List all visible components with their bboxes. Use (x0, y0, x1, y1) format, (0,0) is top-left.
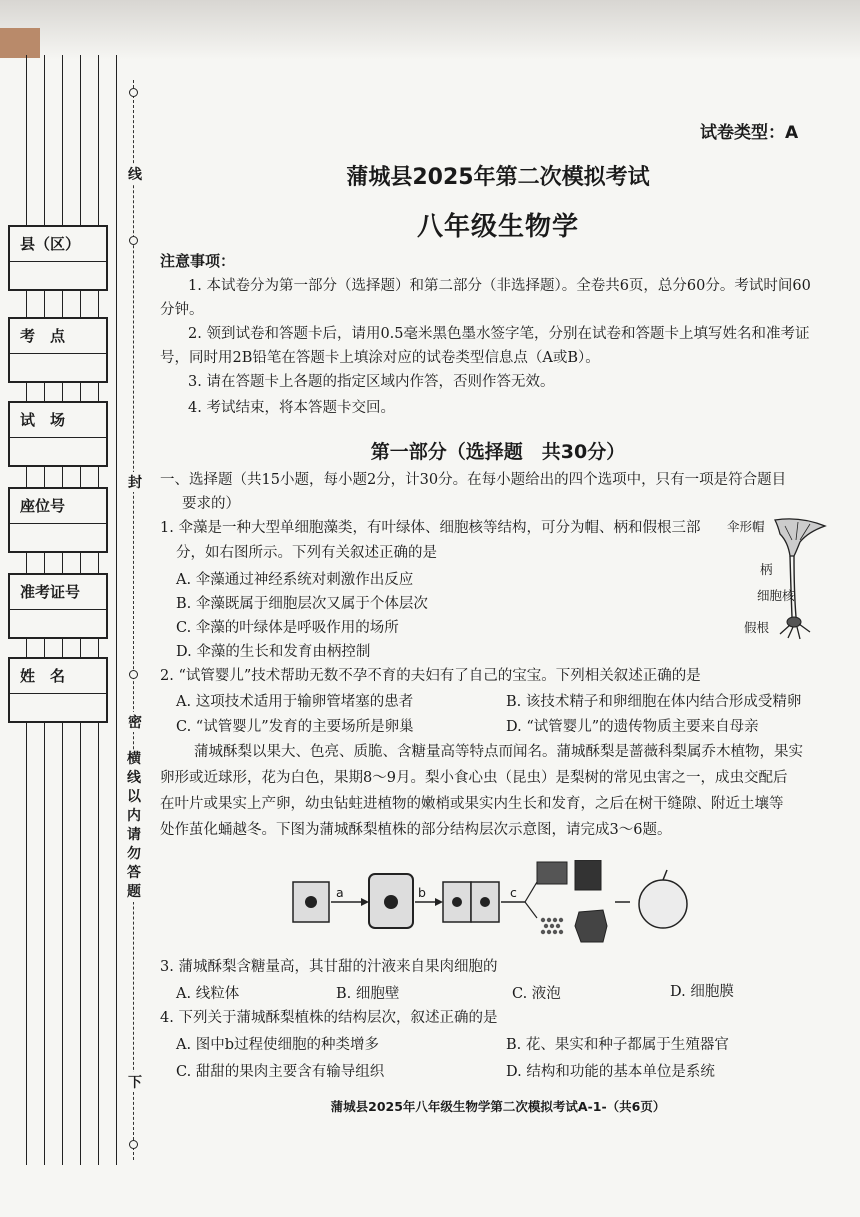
warning-char: 请 (127, 827, 141, 843)
tissue-shape (575, 910, 607, 942)
branch-line (525, 902, 537, 918)
field-label: 县（区） (20, 235, 81, 253)
paper-type: 试卷类型：A (700, 123, 799, 143)
section-title: 第一部分（选择题 共30分） (370, 441, 626, 463)
q1-option-a[interactable]: A. 伞藻通过神经系统对刺激作出反应 (176, 572, 414, 588)
arrowhead (435, 898, 443, 906)
q1-option-b[interactable]: B. 伞藻既属于细胞层次又属于个体层次 (176, 596, 428, 612)
cut-char-below: 下 (128, 1072, 142, 1092)
field-exam-room[interactable] (8, 401, 108, 467)
tissue-dots (541, 918, 563, 934)
pear-fruit-shape (639, 880, 687, 928)
warning-char: 答 (127, 865, 141, 881)
section-intro-cont: 要求的） (182, 496, 240, 512)
label-cap: 伞形帽 (727, 519, 765, 534)
nucleus-dot (452, 897, 462, 907)
notice-heading: 注意事项： (160, 252, 236, 270)
umbrella-cap-shape (775, 519, 825, 556)
binding-strip (0, 55, 140, 1165)
passage-line: 蒲城酥梨以果大、色亮、质脆、含糖量高等特点而闻名。蒲城酥梨是蔷薇科梨属乔木植物，果实 (194, 744, 803, 760)
q3-stem: 3. 蒲城酥梨含糖量高，其甘甜的汁液来自果肉细胞的 (160, 959, 498, 975)
q4-option-d[interactable]: D. 结构和功能的基本单位是系统 (506, 1064, 715, 1080)
q1-stem: 1. 伞藻是一种大型单细胞藻类，有叶绿体、细胞核等结构，可分为帽、柄和假根三部 (160, 520, 701, 536)
q1-stem-cont: 分，如右图所示。下列有关叙述正确的是 (176, 545, 437, 561)
field-label: 座位号 (20, 497, 66, 515)
q3-option-a[interactable]: A. 线粒体 (176, 986, 240, 1002)
field-county[interactable] (8, 225, 108, 291)
notice-item: 2. 领到试卷和答题卡后，请用0.5毫米黑色墨水签字笔，分别在试卷和答题卡上填写姓名和准考证号，同时用2B铅笔在答题卡上填涂对应的试卷类型信息点（A或B）。 (160, 326, 810, 366)
scan-corner (0, 28, 40, 58)
passage-line: 卵形或近球形，花为白色，果期8～9月。梨小食心虫（昆虫）是梨树的常见虫害之一，成虫交配后 (160, 770, 788, 786)
section-intro: 一、选择题（共15小题，每小题2分，计30分。在每小题给出的四个选项中，只有一项是符合题目 (160, 472, 787, 488)
q2-stem: 2. “试管婴儿”技术帮助无数不孕不育的夫妇有了自己的宝宝。下列相关叙述正确的是 (160, 668, 701, 684)
cut-dot (129, 670, 138, 679)
nucleus-dot (480, 897, 490, 907)
notice-item: 1. 本试卷分为第一部分（选择题）和第二部分（非选择题）。全卷共6页，总分60分。考试时间60分钟。 (160, 278, 811, 318)
label-stalk: 柄 (760, 562, 773, 577)
q1-option-d[interactable]: D. 伞藻的生长和发育由柄控制 (176, 644, 371, 660)
q3-option-d[interactable]: D. 细胞膜 (670, 984, 734, 1000)
nucleus-dot (384, 895, 398, 909)
cut-char-secret: 密 (128, 712, 142, 732)
exam-title: 蒲城县2025年第二次模拟考试 (346, 165, 650, 190)
q4-option-c[interactable]: C. 甜甜的果肉主要含有输导组织 (176, 1064, 385, 1080)
field-seat-number[interactable] (8, 487, 108, 553)
tissue-shape (575, 860, 601, 890)
notice-item: 3. 请在答题卡上各题的指定区域内作答，否则作答无效。 (188, 374, 555, 390)
field-label: 考 点 (20, 327, 66, 345)
field-admission-number[interactable] (8, 573, 108, 639)
cut-dot (129, 236, 138, 245)
q2-option-c[interactable]: C. “试管婴儿”发育的主要场所是卵巢 (176, 719, 414, 735)
passage-line: 在叶片或果实上产卵，幼虫钻蛀进植物的嫩梢或果实内生长和发育，之后在树干缝隙、附近土壤等 (160, 796, 784, 812)
notice-item: 4. 考试结束，将本答题卡交回。 (188, 400, 395, 416)
field-label: 姓 名 (20, 667, 66, 685)
warning-char: 题 (127, 884, 141, 900)
q2-option-b[interactable]: B. 该技术精子和卵细胞在体内结合形成受精卵 (506, 694, 802, 710)
arrow-label-b: b (418, 885, 426, 900)
arrow-label-a: a (336, 885, 344, 900)
field-exam-site[interactable] (8, 317, 108, 383)
warning-char: 以 (127, 789, 141, 805)
q4-option-b[interactable]: B. 花、果实和种子都属于生殖器官 (506, 1037, 729, 1053)
scan-shadow (0, 0, 860, 60)
arrowhead (361, 898, 369, 906)
q1-option-c[interactable]: C. 伞藻的叶绿体是呼吸作用的场所 (176, 620, 399, 636)
warning-char: 内 (127, 808, 141, 824)
fruit-stem (663, 870, 667, 880)
q4-stem: 4. 下列关于蒲城酥梨植株的结构层次，叙述正确的是 (160, 1010, 498, 1026)
branch-line (525, 882, 537, 902)
binding-line (116, 55, 117, 1165)
q3-option-b[interactable]: B. 细胞壁 (336, 986, 400, 1002)
page-footer: 蒲城县2025年八年级生物学第二次模拟考试A-1-（共6页） (330, 1099, 666, 1114)
cut-dot (129, 1140, 138, 1149)
cut-char-seal: 封 (128, 472, 142, 492)
passage-line: 处作茧化蛹越冬。下图为蒲城酥梨植株的部分结构层次示意图，请完成3～6题。 (160, 822, 672, 838)
warning-char: 横 (127, 751, 141, 767)
arrow-label-c: c (510, 885, 517, 900)
nucleus-dot (305, 896, 317, 908)
q2-option-a[interactable]: A. 这项技术适用于输卵管堵塞的患者 (176, 694, 414, 710)
q4-option-a[interactable]: A. 图中b过程使细胞的种类增多 (176, 1037, 379, 1053)
exam-subject: 八年级生物学 (416, 212, 579, 242)
tissue-shape (537, 862, 567, 884)
warning-char: 线 (127, 770, 141, 786)
cut-char-line: 线 (128, 164, 142, 184)
q3-option-c[interactable]: C. 液泡 (512, 986, 561, 1002)
cut-dot (129, 88, 138, 97)
q2-option-d[interactable]: D. “试管婴儿”的遗传物质主要来自母亲 (506, 719, 759, 735)
field-label: 准考证号 (20, 583, 81, 601)
field-label: 试 场 (20, 411, 66, 429)
field-name[interactable] (8, 657, 108, 723)
label-rhizoid: 假根 (744, 620, 770, 635)
structure-levels-figure (285, 860, 695, 950)
label-nucleus: 细胞核 (757, 588, 795, 603)
binding-warning (124, 750, 144, 902)
warning-char: 勿 (127, 846, 141, 862)
